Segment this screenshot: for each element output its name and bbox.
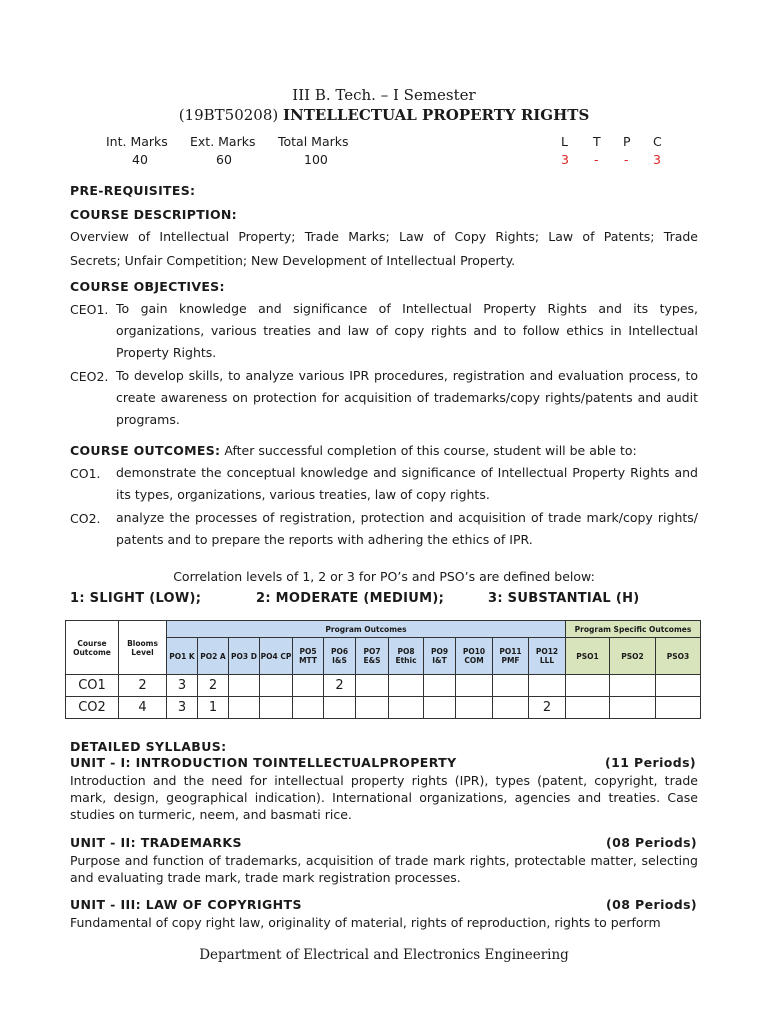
ltpc-l-value: 3 [561, 152, 569, 167]
po-cell [424, 697, 456, 719]
course-outcomes-heading: COURSE OUTCOMES: [70, 443, 221, 458]
po-cell [356, 675, 389, 697]
course-title: INTELLECTUAL PROPERTY RIGHTS [283, 106, 590, 124]
po-cell [260, 697, 293, 719]
po-cell [493, 675, 529, 697]
pso-cell [610, 697, 656, 719]
objective-code: CEO1. [70, 302, 109, 317]
int-marks-label: Int. Marks [106, 134, 168, 149]
po-header: PO11 PMF [493, 638, 529, 675]
po-header: PO5 MTT [293, 638, 324, 675]
course-description-line1: Overview of Intellectual Property; Trade Marks; Law of Copy Rights; Law of Patents; Trade [70, 229, 698, 244]
detailed-syllabus-heading: DETAILED SYLLABUS: [70, 739, 227, 754]
blooms-cell: 2 [119, 675, 167, 697]
po-cell: 1 [198, 697, 229, 719]
co-cell: CO1 [66, 675, 119, 697]
po-cell: 2 [324, 675, 356, 697]
ext-marks-value: 60 [216, 152, 232, 167]
po-header: PO10 COM [456, 638, 493, 675]
table-row [66, 675, 701, 697]
course-outcome-header: Course Outcome [66, 621, 119, 675]
po-header: PO7 E&S [356, 638, 389, 675]
outcome-code: CO1. [70, 466, 101, 481]
po-cell [389, 697, 424, 719]
po-cell: 2 [529, 697, 566, 719]
program-outcomes-header: Program Outcomes [167, 621, 566, 638]
prerequisites-heading: PRE-REQUISITES: [70, 183, 196, 198]
po-cell [456, 697, 493, 719]
table-row [66, 697, 701, 719]
po-cell [529, 675, 566, 697]
po-header: PO8 Ethic [389, 638, 424, 675]
po-cell [229, 675, 260, 697]
pso-cell [656, 697, 701, 719]
unit-title: UNIT - II: TRADEMARKS [70, 835, 242, 850]
unit-content: Fundamental of copy right law, originality of material, rights of reproduction, rights to perform [70, 915, 661, 930]
correlation-note: Correlation levels of 1, 2 or 3 for PO’s and PSO’s are defined below: [173, 569, 595, 584]
pso-cell [656, 675, 701, 697]
course-outcomes-intro: After successful completion of this course, student will be able to: [220, 443, 637, 458]
po-cell [293, 675, 324, 697]
pso-cell [610, 675, 656, 697]
co-cell: CO2 [66, 697, 119, 719]
unit-content: Introduction and the need for intellectual property rights (IPR), types (patent, copyright, trade mark, design, geographical indication). International organizations, agencies and treaties. Case studies on turmeric, neem, and basmati rice. [70, 773, 698, 822]
course-objectives-heading: COURSE OBJECTIVES: [70, 279, 225, 294]
po-cell [493, 697, 529, 719]
objective-code: CEO2. [70, 369, 109, 384]
pso-header: PSO2 [610, 638, 656, 675]
po-cell: 3 [167, 675, 198, 697]
objective-text: To develop skills, to analyze various IPR procedures, registration and evaluation process, to create awareness on protection for acquisition of trademarks/copy rights/patents and audit programs. [116, 368, 698, 427]
pso-cell [566, 675, 610, 697]
program-specific-outcomes-header: Program Specific Outcomes [566, 621, 701, 638]
po-cell [260, 675, 293, 697]
int-marks-value: 40 [132, 152, 148, 167]
ltpc-t-value: - [594, 152, 599, 167]
correlation-level-3: 3: SUBSTANTIAL (H) [488, 591, 640, 606]
unit-periods: (08 Periods) [606, 835, 698, 850]
ltpc-p-label: P [623, 134, 631, 149]
po-header: PO3 D [229, 638, 260, 675]
po-header: PO4 CP [260, 638, 293, 675]
correlation-level-2: 2: MODERATE (MEDIUM); [256, 591, 445, 606]
objective-text: To gain knowledge and significance of Intellectual Property Rights and its types, organizations, various treaties and law of copy rights and to follow ethics in Intellectual Property Rights. [116, 301, 698, 360]
ltpc-c-label: C [653, 134, 662, 149]
unit-title: UNIT - I: INTRODUCTION TOINTELLECTUALPROPERTY [70, 755, 457, 770]
co-po-mapping-table [65, 620, 701, 719]
unit-title: UNIT - III: LAW OF COPYRIGHTS [70, 897, 302, 912]
po-header: PO1 K [167, 638, 198, 675]
semester-heading: III B. Tech. – I Semester [292, 86, 476, 104]
po-cell [424, 675, 456, 697]
po-cell [456, 675, 493, 697]
total-marks-value: 100 [304, 152, 328, 167]
course-outcomes-heading-line [70, 443, 637, 458]
total-marks-label: Total Marks [278, 134, 349, 149]
course-description-heading: COURSE DESCRIPTION: [70, 207, 237, 222]
po-header: PO6 I&S [324, 638, 356, 675]
blooms-level-header: Blooms Level [119, 621, 167, 675]
po-header: PO12 LLL [529, 638, 566, 675]
course-description-line2: Secrets; Unfair Competition; New Development of Intellectual Property. [70, 253, 516, 268]
outcome-text: demonstrate the conceptual knowledge and significance of Intellectual Property Rights and its types, organizations, various treaties, law of copy rights. [116, 465, 698, 502]
po-header: PO9 I&T [424, 638, 456, 675]
po-cell [356, 697, 389, 719]
po-cell: 2 [198, 675, 229, 697]
department-footer: Department of Electrical and Electronics Engineering [199, 947, 569, 963]
correlation-level-1: 1: SLIGHT (LOW); [70, 591, 202, 606]
blooms-cell: 4 [119, 697, 167, 719]
ltpc-t-label: T [593, 134, 601, 149]
ltpc-l-label: L [561, 134, 568, 149]
pso-header: PSO1 [566, 638, 610, 675]
ext-marks-label: Ext. Marks [190, 134, 256, 149]
unit-content: Purpose and function of trademarks, acquisition of trade mark rights, protectable matter, selecting and evaluating trade mark, trade mark registration processes. [70, 853, 698, 885]
course-title-line [0, 106, 768, 124]
po-cell [389, 675, 424, 697]
po-cell [229, 697, 260, 719]
outcome-code: CO2. [70, 511, 101, 526]
ltpc-p-value: - [624, 152, 629, 167]
po-cell [324, 697, 356, 719]
pso-header: PSO3 [656, 638, 701, 675]
course-code: (19BT50208) [178, 106, 279, 124]
unit-periods: (11 Periods) [605, 755, 697, 770]
po-header: PO2 A [198, 638, 229, 675]
outcome-text: analyze the processes of registration, protection and acquisition of trade mark/copy rights/ patents and to prepare the reports with adhering the ethics of IPR. [116, 510, 698, 547]
pso-cell [566, 697, 610, 719]
po-cell: 3 [167, 697, 198, 719]
unit-periods: (08 Periods) [606, 897, 698, 912]
ltpc-c-value: 3 [653, 152, 661, 167]
po-cell [293, 697, 324, 719]
